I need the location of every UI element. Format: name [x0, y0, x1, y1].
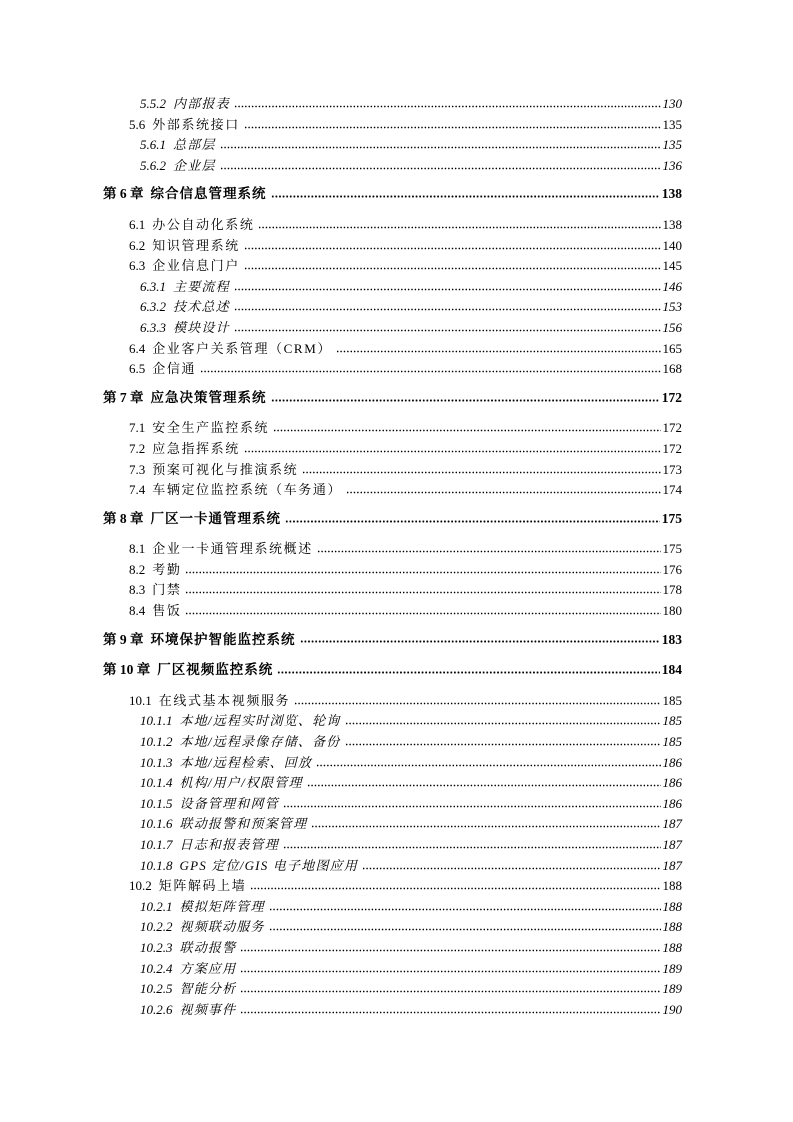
toc-entry[interactable]: [103, 256, 682, 277]
toc-entry-page: 173: [662, 461, 682, 477]
toc-entry-page: 153: [662, 299, 682, 315]
toc-entry-number: 7.3: [129, 461, 146, 477]
toc-entry-page: 146: [662, 278, 682, 294]
toc-entry-title: 售饭: [152, 603, 182, 619]
toc-entry-page: 176: [662, 561, 682, 577]
toc-entry-page: 138: [661, 186, 682, 202]
toc-entry-title: 模拟矩阵管理: [179, 898, 265, 914]
toc-entry-page: 175: [662, 541, 682, 557]
toc-entry-title: 机构/用户/权限管理: [179, 775, 303, 791]
toc-entry-page: 187: [662, 857, 682, 873]
toc-entry-title: 厂区视频监控系统: [157, 662, 274, 678]
toc-entry-number: 10.2.3: [140, 939, 173, 955]
dot-leader: [283, 845, 661, 849]
toc-entry-title: 本地/远程实时浏览、轮询: [179, 713, 341, 729]
dot-leader: [240, 989, 660, 993]
toc-entry[interactable]: [103, 732, 682, 753]
toc-entry-number: 6.3.1: [140, 278, 166, 294]
toc-entry[interactable]: [103, 601, 682, 622]
toc-entry-number: 10.1: [129, 692, 152, 708]
dot-leader: [317, 549, 661, 553]
toc-entry-title: 企业一卡通管理系统概述: [152, 541, 313, 557]
toc-entry-title: 企业信息门户: [152, 258, 240, 274]
dot-leader: [244, 449, 661, 453]
toc-entry-number: 10.2: [129, 878, 152, 894]
toc-entry-title: 本地/远程检索、回放: [179, 754, 313, 770]
dot-leader: [240, 969, 660, 973]
dot-leader: [185, 570, 660, 574]
toc-entry-number: 10.2.6: [140, 1001, 173, 1017]
toc-entry-title: GPS 定位/GIS 电子地图应用: [179, 857, 359, 873]
toc-entry-title: 应急指挥系统: [152, 440, 240, 456]
dot-leader: [244, 125, 661, 129]
toc-entry-number: 6.2: [129, 237, 146, 253]
toc-entry-number: 第 8 章: [103, 510, 144, 526]
toc-entry[interactable]: [103, 184, 682, 205]
dot-leader: [185, 611, 660, 615]
toc-entry-page: 186: [662, 795, 682, 811]
toc-entry[interactable]: [103, 156, 682, 177]
dot-leader: [277, 670, 660, 674]
toc-entry-number: 10.1.7: [140, 837, 173, 852]
toc-entry-title: 联动报警和预案管理: [179, 816, 308, 832]
toc-entry-page: 186: [662, 775, 682, 791]
toc-entry-number: 6.5: [129, 361, 146, 377]
toc-entry-page: 185: [662, 713, 682, 729]
toc-entry-title: 综合信息管理系统: [150, 186, 267, 202]
toc-entry-title: 总部层: [173, 137, 216, 153]
toc-entry-page: 187: [662, 837, 682, 852]
toc-entry-page: 188: [662, 919, 682, 935]
toc-entry-page: 145: [662, 258, 682, 274]
toc-entry[interactable]: [103, 236, 682, 257]
table-of-contents: [103, 94, 682, 1020]
toc-entry-title: 矩阵解码上墙: [158, 878, 247, 894]
dot-leader: [250, 886, 660, 890]
dot-leader: [244, 266, 661, 270]
toc-entry[interactable]: [103, 277, 682, 298]
toc-entry[interactable]: [103, 794, 682, 815]
toc-entry-number: 8.4: [129, 603, 146, 619]
toc-entry-page: 136: [662, 157, 682, 173]
dot-leader: [234, 328, 661, 332]
toc-entry-number: 8.1: [129, 541, 146, 557]
dot-leader: [283, 804, 661, 808]
dot-leader: [234, 104, 661, 108]
toc-entry-title: 环境保护智能监控系统: [150, 631, 296, 647]
toc-entry-number: 10.2.5: [140, 981, 173, 997]
toc-entry[interactable]: [103, 94, 682, 115]
toc-entry-page: 168: [662, 361, 682, 377]
toc-entry-number: 8.3: [129, 582, 146, 598]
dot-leader: [362, 866, 660, 870]
toc-entry-title: 联动报警: [179, 939, 237, 955]
toc-entry-title: 考勤: [152, 561, 182, 577]
toc-entry[interactable]: [103, 630, 682, 651]
toc-entry-page: 188: [662, 898, 682, 914]
dot-leader: [220, 145, 661, 149]
toc-entry-page: 186: [662, 754, 682, 770]
toc-entry-page: 187: [662, 816, 682, 832]
dot-leader: [345, 742, 661, 746]
toc-entry-title: 本地/远程录像存储、备份: [179, 734, 341, 750]
toc-entry-number: 10.1.1: [140, 713, 173, 729]
toc-entry[interactable]: [103, 339, 682, 360]
toc-entry-number: 10.2.1: [140, 898, 173, 914]
toc-entry-page: 135: [662, 137, 682, 153]
toc-entry[interactable]: [103, 753, 682, 774]
toc-entry-title: 企信通: [152, 361, 197, 377]
dot-leader: [307, 783, 661, 787]
toc-entry-title: 主要流程: [173, 278, 230, 294]
dot-leader: [244, 246, 661, 250]
dot-leader: [185, 590, 660, 594]
toc-entry-page: 190: [662, 1001, 682, 1017]
toc-entry[interactable]: [103, 135, 682, 156]
toc-entry-number: 7.4: [129, 482, 146, 498]
toc-entry-page: 140: [662, 237, 682, 253]
toc-entry-number: 第 10 章: [103, 662, 151, 678]
toc-entry-title: 方案应用: [179, 960, 237, 976]
toc-entry-number: 6.3: [129, 258, 146, 274]
toc-entry-title: 知识管理系统: [152, 237, 240, 253]
dot-leader: [269, 927, 661, 931]
toc-entry-title: 厂区一卡通管理系统: [150, 510, 281, 526]
toc-entry[interactable]: [103, 388, 682, 409]
toc-entry-number: 6.1: [129, 216, 146, 232]
toc-entry-page: 172: [662, 440, 682, 456]
toc-entry[interactable]: [103, 938, 682, 959]
toc-entry-page: 175: [661, 510, 682, 526]
dot-leader: [234, 287, 661, 291]
toc-entry[interactable]: [103, 876, 682, 897]
toc-entry-title: 视频事件: [179, 1001, 237, 1017]
toc-entry-page: 185: [662, 734, 682, 750]
toc-entry[interactable]: [103, 539, 682, 560]
toc-entry-title: 办公自动化系统: [152, 216, 255, 232]
toc-entry-number: 第 7 章: [103, 389, 144, 405]
toc-entry-page: 189: [662, 960, 682, 976]
dot-leader: [346, 490, 660, 494]
toc-entry-number: 10.2.4: [140, 960, 173, 976]
dot-leader: [271, 398, 660, 402]
toc-entry-number: 10.2.2: [140, 919, 173, 935]
toc-entry-page: 165: [662, 340, 682, 356]
toc-entry-number: 10.1.8: [140, 857, 173, 873]
toc-entry-number: 5.6.2: [140, 157, 166, 173]
toc-entry[interactable]: [103, 814, 682, 835]
toc-entry[interactable]: [103, 318, 682, 339]
toc-entry-title: 智能分析: [179, 981, 237, 997]
toc-entry[interactable]: [103, 1000, 682, 1021]
toc-entry[interactable]: [103, 359, 682, 380]
dot-leader: [302, 470, 660, 474]
toc-entry[interactable]: [103, 460, 682, 481]
toc-entry-page: 183: [661, 631, 682, 647]
dot-leader: [273, 428, 660, 432]
toc-entry[interactable]: [103, 215, 682, 236]
toc-entry-number: 10.1.2: [140, 734, 173, 750]
toc-entry[interactable]: [103, 979, 682, 1000]
toc-entry-page: 130: [662, 96, 682, 111]
toc-entry[interactable]: [103, 418, 682, 439]
toc-entry-title: 设备管理和网管: [179, 795, 279, 811]
toc-entry[interactable]: [103, 660, 682, 681]
toc-entry-number: 第 9 章: [103, 631, 144, 647]
toc-entry-title: 内部报表: [173, 96, 230, 111]
toc-entry[interactable]: [103, 480, 682, 501]
toc-entry-number: 5.6: [129, 116, 146, 132]
toc-entry-page: 135: [662, 116, 682, 132]
dot-leader: [240, 948, 660, 952]
toc-entry-title: 技术总述: [173, 299, 230, 315]
toc-entry[interactable]: [103, 711, 682, 732]
toc-entry-page: 172: [661, 389, 682, 405]
toc-entry-number: 6.4: [129, 340, 146, 356]
toc-entry[interactable]: [103, 917, 682, 938]
toc-entry-title: 日志和报表管理: [179, 837, 279, 852]
dot-leader: [345, 721, 661, 725]
toc-entry-page: 185: [662, 692, 682, 708]
toc-entry-title: 视频联动服务: [179, 919, 265, 935]
toc-entry[interactable]: [103, 115, 682, 136]
toc-entry-title: 应急决策管理系统: [150, 389, 267, 405]
toc-entry[interactable]: [103, 897, 682, 918]
toc-entry-number: 5.5.2: [140, 96, 166, 111]
toc-entry-page: 178: [662, 582, 682, 598]
toc-entry-number: 6.3.2: [140, 299, 166, 315]
toc-entry-page: 172: [662, 420, 682, 436]
toc-entry[interactable]: [103, 959, 682, 980]
dot-leader: [285, 519, 660, 523]
toc-entry-title: 企业层: [173, 157, 216, 173]
toc-entry-page: 180: [662, 603, 682, 619]
dot-leader: [200, 369, 660, 373]
dot-leader: [311, 824, 660, 828]
dot-leader: [271, 194, 660, 198]
toc-entry-title: 模块设计: [173, 319, 230, 335]
toc-entry-title: 外部系统接口: [152, 116, 240, 132]
toc-entry-page: 156: [662, 319, 682, 335]
dot-leader: [269, 907, 661, 911]
toc-entry-number: 10.1.6: [140, 816, 173, 832]
toc-entry-page: 188: [662, 939, 682, 955]
dot-leader: [234, 307, 661, 311]
toc-entry-number: 6.3.3: [140, 319, 166, 335]
toc-entry-number: 10.1.5: [140, 795, 173, 811]
toc-entry-page: 174: [662, 482, 682, 498]
toc-entry-title: 在线式基本视频服务: [158, 692, 291, 708]
dot-leader: [294, 701, 660, 705]
toc-entry-number: 8.2: [129, 561, 146, 577]
toc-entry[interactable]: [103, 439, 682, 460]
toc-entry[interactable]: [103, 580, 682, 601]
dot-leader: [240, 1010, 660, 1014]
toc-entry-number: 第 6 章: [103, 186, 144, 202]
toc-entry-number: 5.6.1: [140, 137, 166, 153]
toc-entry-page: 189: [662, 981, 682, 997]
toc-entry-page: 184: [661, 662, 682, 678]
dot-leader: [316, 763, 660, 767]
dot-leader: [258, 225, 660, 229]
dot-leader: [300, 640, 660, 644]
toc-entry-page: 138: [662, 216, 682, 232]
toc-entry-number: 7.1: [129, 420, 146, 436]
toc-entry[interactable]: [103, 560, 682, 581]
toc-entry-title: 企业客户关系管理（CRM）: [152, 340, 332, 356]
toc-entry-title: 预案可视化与推演系统: [152, 461, 299, 477]
toc-entry-number: 7.2: [129, 440, 146, 456]
dot-leader: [220, 166, 661, 170]
toc-entry-title: 门禁: [152, 582, 182, 598]
toc-entry-page: 188: [662, 878, 682, 894]
toc-entry-number: 10.1.4: [140, 775, 173, 791]
toc-entry-title: 安全生产监控系统: [152, 420, 270, 436]
toc-entry[interactable]: [103, 856, 682, 877]
toc-entry[interactable]: [103, 773, 682, 794]
dot-leader: [336, 349, 661, 353]
toc-entry[interactable]: [103, 297, 682, 318]
toc-entry[interactable]: [103, 835, 682, 856]
toc-entry-title: 车辆定位监控系统（车务通）: [152, 482, 343, 498]
toc-entry[interactable]: [103, 691, 682, 712]
toc-entry[interactable]: [103, 509, 682, 530]
toc-entry-number: 10.1.3: [140, 754, 173, 770]
